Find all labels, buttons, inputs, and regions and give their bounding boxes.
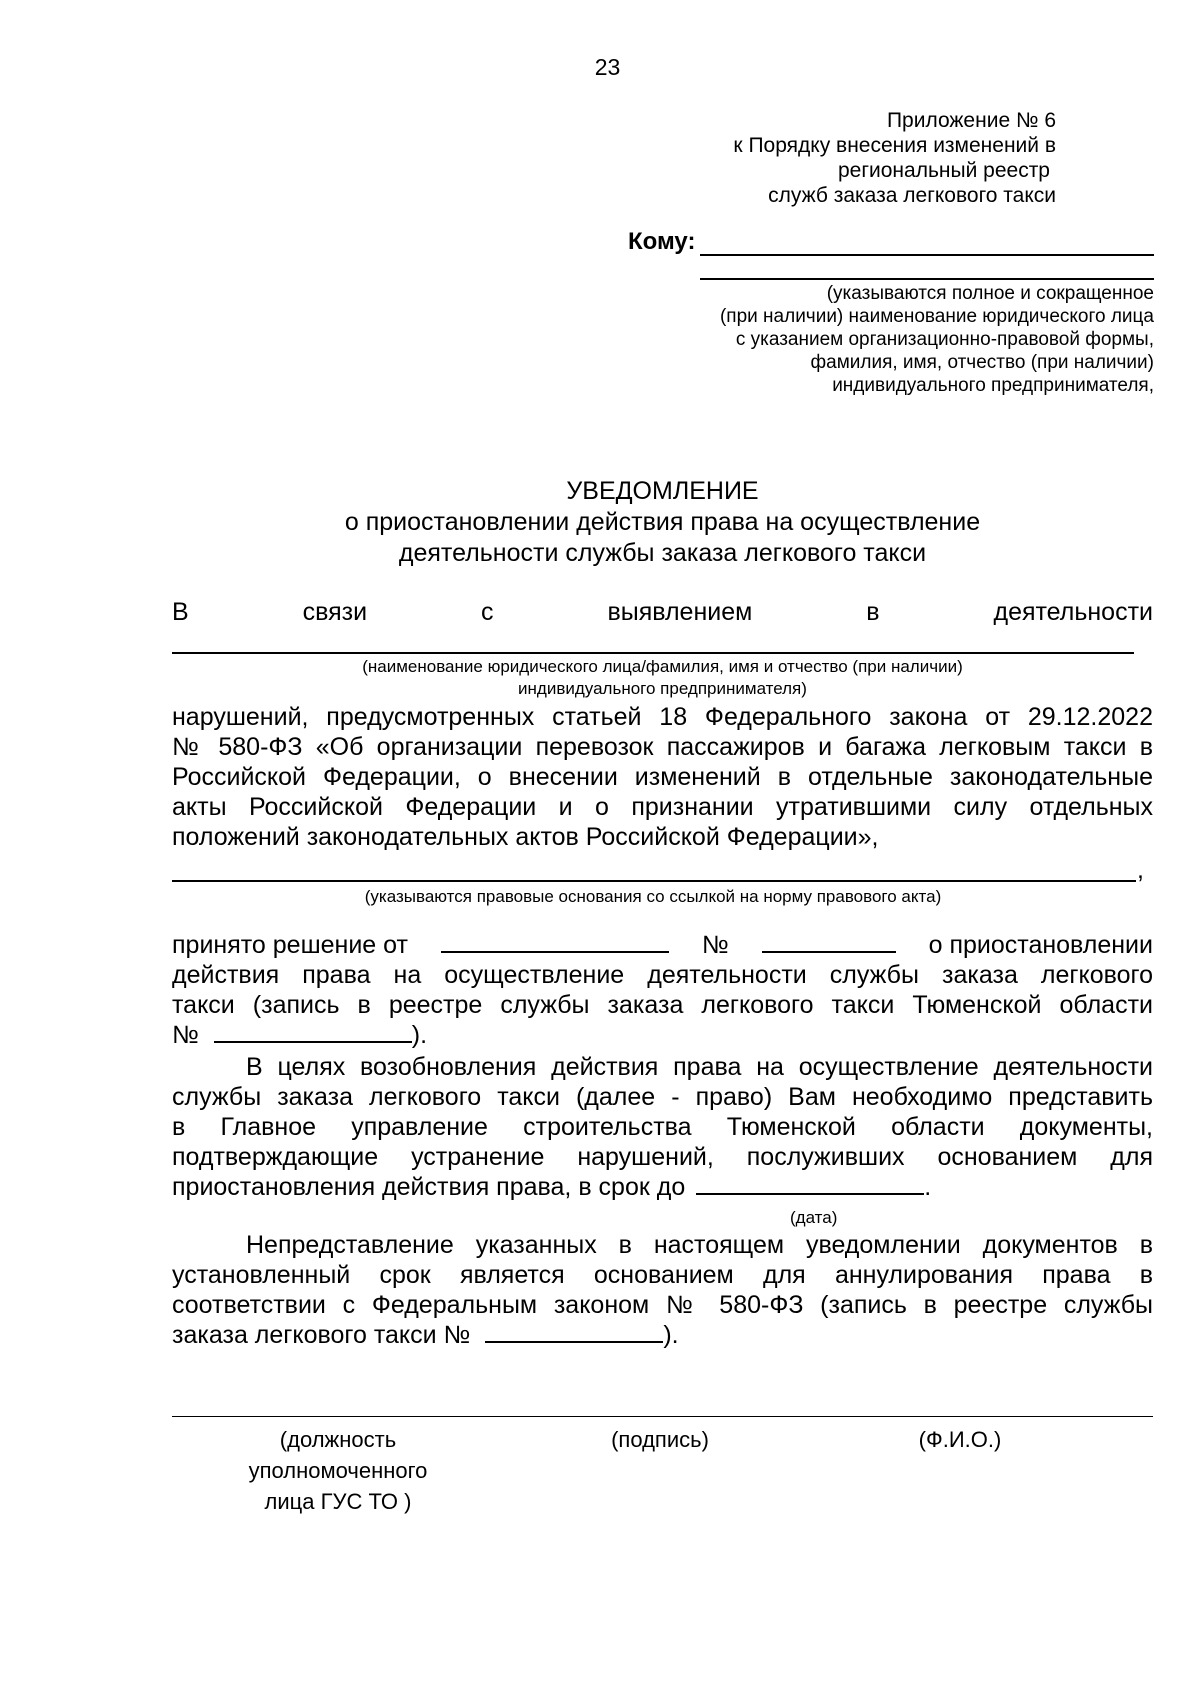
page-number: 23: [594, 54, 621, 80]
date-note: (дата): [790, 1208, 838, 1227]
document-subtitle: деятельности службы заказа легкового такси: [398, 539, 927, 567]
recipient-note: [554, 282, 1154, 397]
signature-caption: (подпись): [611, 1427, 709, 1452]
recipient-note-line: индивидуального предпринимателя,: [832, 375, 1154, 396]
recipient-note-line: (указываются полное и сокращенное: [826, 283, 1154, 304]
offender-name-line[interactable]: [172, 652, 1134, 654]
position-line: лица ГУС ТО ): [264, 1489, 412, 1514]
signer-position: [218, 1424, 458, 1517]
closing-paren: ).: [411, 1021, 428, 1049]
text-line: действия права на осуществление деятельности службы заказа легкового: [172, 961, 1153, 989]
decision-label: принято решение от: [172, 931, 408, 959]
period: .: [924, 1173, 932, 1201]
appendix-line: Приложение № 6: [886, 109, 1056, 132]
position-line: уполномоченного: [248, 1458, 428, 1483]
word: выявлением: [607, 598, 753, 626]
text-line: положений законодательных актов Российской Федерации»,: [172, 823, 879, 851]
decision-number-blank[interactable]: [762, 950, 896, 953]
recipient-note-line: (при наличии) наименование юридического лица: [719, 306, 1154, 327]
para3: [172, 1052, 1153, 1202]
text-line: № 580-ФЗ «Об организации перевозок пассажиров и багажа легковым такси в: [172, 733, 1153, 761]
deadline-date-blank[interactable]: [696, 1192, 924, 1195]
text-line: службы заказа легкового такси (далее - право) Вам необходимо представить: [172, 1083, 1153, 1111]
recipient-line-2[interactable]: [700, 278, 1154, 280]
registry-label: заказа легкового такси №: [172, 1321, 471, 1349]
text-line: подтверждающие устранение нарушений, послуживших основанием для: [172, 1143, 1153, 1171]
para4: [172, 1230, 1153, 1350]
appendix-line: к Порядку внесения изменений в: [733, 134, 1056, 157]
text-line: В целях возобновления действия права на осуществление деятельности: [246, 1053, 1153, 1081]
text-line: [172, 1320, 1153, 1350]
text-line: Непредставление указанных в настоящем уведомлении документов в: [246, 1231, 1153, 1259]
para2: [172, 930, 1153, 1050]
text-line: [172, 1020, 1153, 1050]
para1-first-line: [172, 597, 1153, 627]
legal-basis-comma: ,: [1137, 856, 1144, 884]
word: деятельности: [993, 598, 1153, 626]
text-line: такси (запись в реестре службы заказа легкового такси Тюменской области: [172, 991, 1153, 1019]
text-line: [172, 930, 1153, 960]
recipient-note-line: с указанием организационно-правовой формы,: [735, 329, 1154, 350]
recipient-label: Кому:: [628, 228, 696, 255]
text-line: соответствии с Федеральным законом № 580-ФЗ (запись в реестре службы: [172, 1291, 1153, 1319]
number-sign: №: [701, 931, 729, 959]
document-subtitle: о приостановлении действия права на осуществление: [344, 508, 981, 536]
signature-line[interactable]: [172, 1416, 1153, 1417]
note-line: (наименование юридического лица/фамилия, имя и отчество (при наличии): [362, 657, 963, 676]
text-line: акты Российской Федерации и о признании утратившими силу отдельных: [172, 793, 1153, 821]
suspension-label: о приостановлении: [928, 931, 1153, 959]
recipient-line[interactable]: [700, 254, 1154, 256]
fio-caption: (Ф.И.О.): [918, 1427, 1002, 1452]
registry-number-blank[interactable]: [485, 1340, 663, 1343]
para1-body: [172, 702, 1153, 852]
text-line: в Главное управление строительства Тюменской области документы,: [172, 1113, 1153, 1141]
legal-basis-note: (указываются правовые основания со ссылкой на норму правового акта): [364, 887, 942, 906]
deadline-label: приостановления действия права, в срок до: [172, 1173, 686, 1201]
text-line: нарушений, предусмотренных статьей 18 Федерального закона от 29.12.2022: [172, 703, 1153, 731]
decision-date-blank[interactable]: [441, 950, 669, 953]
text-line: Российской Федерации, о внесении изменений в отдельные законодательные: [172, 763, 1153, 791]
appendix-line: служб заказа легкового такси: [768, 184, 1056, 207]
appendix-block: [556, 108, 1056, 208]
legal-basis-line[interactable]: [172, 880, 1136, 882]
registry-record-blank[interactable]: [214, 1040, 412, 1043]
position-line: (должность: [279, 1427, 397, 1452]
text-line: установленный срок является основанием для аннулирования права в: [172, 1261, 1153, 1289]
word: В: [172, 598, 189, 626]
word: связи: [302, 598, 368, 626]
word: с: [481, 598, 494, 626]
word: в: [866, 598, 880, 626]
offender-name-note: [172, 656, 1153, 700]
note-line: индивидуального предпринимателя): [518, 679, 807, 698]
document-heading: [172, 476, 1153, 569]
appendix-line: региональный реестр: [838, 159, 1050, 182]
number-sign: №: [172, 1021, 199, 1049]
text-line: [172, 1172, 1153, 1202]
recipient-note-line: фамилия, имя, отчество (при наличии): [810, 352, 1154, 373]
document-title: УВЕДОМЛЕНИЕ: [566, 477, 759, 505]
closing-paren: ).: [663, 1321, 679, 1349]
